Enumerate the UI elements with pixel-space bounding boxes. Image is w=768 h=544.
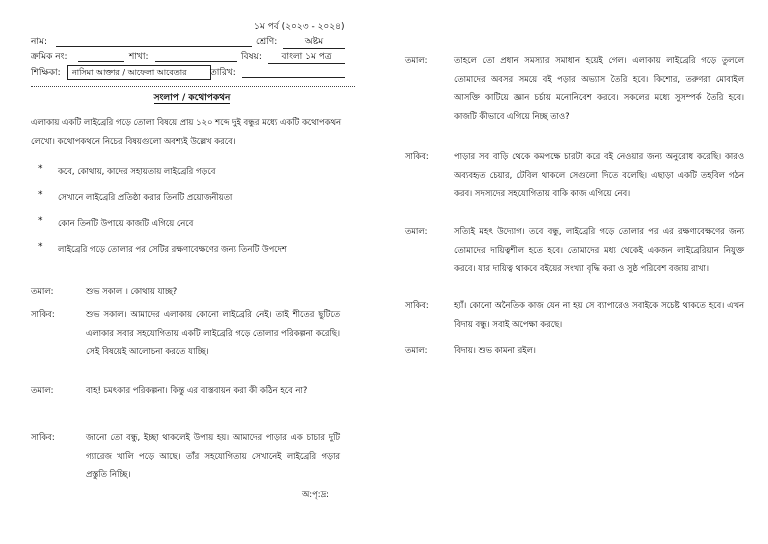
class-value: অষ্টম	[283, 36, 345, 49]
bullet-item	[38, 242, 348, 268]
speaker-label: তমাল:	[31, 286, 54, 296]
bullet-item	[38, 216, 348, 242]
class-label: শ্রেণি:	[256, 37, 278, 47]
exam-term: ১ম পর্ব (২০২৩ - ২০২৪)	[254, 22, 345, 32]
date-field[interactable]	[242, 77, 345, 78]
speaker-label: তমাল:	[31, 385, 54, 395]
bullet-item	[38, 164, 348, 190]
subject-label: বিষয়:	[241, 52, 262, 62]
subject-value: বাংলা ১ম পত্র	[268, 51, 345, 64]
teacher-value: নাসিমা আক্তার / আফেলা আবেতার	[67, 65, 211, 80]
dialogue-text: বিদায়। শুভ কামনা রইল।	[454, 345, 536, 355]
speaker-label: সাকিব:	[405, 151, 429, 161]
section-label: শাখা:	[129, 52, 149, 62]
instruction-text: এলাকায় একটি লাইব্রেরি গড়ে তোলা বিষয়ে প্রায় ১২০ শব্দে দুই বন্ধুর মধ্যে একটি কথোপকথন লেখো। কথোপকথনে নিচের বিষয়গুলো অবশ্যই উল্লেখ করবে।	[31, 117, 341, 146]
roll-field[interactable]	[78, 61, 124, 62]
name-field[interactable]	[56, 46, 252, 47]
header-divider	[31, 86, 355, 87]
teacher-label: শিক্ষিকা:	[31, 68, 61, 78]
dialogue-text: তাহলে তো প্রধান সমস্যার সমাধান হয়েই গেল। এলাকায় লাইব্রেরি গড়ে তুললে তোমাদের অবসর সময়ে বই পড়ার অভ্যাস তৈরি হবে। কিশোর, তরুণরা মোবাইল আসক্তি কাটিয়ে জ্ঞান চর্চায় মনোনিবেশ করবে। সকলের মধ্যে সুসম্পর্ক তৈরি হবে। কাজটি কীভাবে এগিয়ে নিচ্ছ তাও?	[454, 55, 744, 121]
dialogue-text: বাহ! চমৎকার পরিকল্পনা। কিন্তু এর বাস্তবায়ন করা কী কঠিন হবে না?	[86, 385, 308, 395]
dialogue-text: জানো তো বন্ধু, ইচ্ছা থাকলেই উপায় হয়। আমাদের পাড়ার এক চাচার দুটি গ্যারেজ খালি পড়ে আছে। তাঁর সহযোগিতায় সেখানেই লাইব্রেরি গড়ার প্রস্তুতি নিচ্ছি।	[86, 432, 340, 479]
section-field[interactable]	[155, 61, 237, 62]
speaker-label: তমাল:	[405, 55, 428, 65]
page-title: সংলাপ / কথোপকথন	[153, 93, 231, 103]
dialogue-text: শুভ সকাল। আমাদের এলাকায় কোনো লাইব্রেরি নেই। তাই শীতের ছুটিতে এলাকার সবার সহযোগিতায় একটি লাইব্রেরি গড়ে তোলার পরিকল্পনা করেছি। সেই বিষয়েই আলোচনা করতে যাচ্ছি।	[86, 309, 340, 356]
dialogue-text: হ্যাঁ। কোনো অনৈতিক কাজ যেন না হয় সে ব্যাপারেও সবাইকে সচেষ্ট থাকতে হবে। এখন বিদায় বন্ধু। সবাই অপেক্ষা করছে।	[454, 300, 744, 329]
bullet-item	[38, 190, 348, 216]
bullet-star-icon: *	[38, 164, 43, 174]
speaker-label: সাকিব:	[31, 309, 55, 319]
date-label: তারিখ:	[210, 68, 236, 78]
bullet-text: কবে, কোথায়, কাদের সহায়তায় লাইব্রেরি গড়বে	[58, 166, 216, 176]
speaker-label: সাকিব:	[405, 300, 429, 310]
bullet-text: সেখানে লাইব্রেরি প্রতিষ্ঠা করার তিনটি প্রয়োজনীয়তা	[58, 192, 233, 202]
bullet-text: লাইব্রেরি গড়ে তোলার পর সেটির রক্ষণাবেক্ষণের জন্য তিনটি উপদেশ	[58, 244, 287, 254]
bullet-star-icon: *	[38, 216, 43, 226]
speaker-label: সাকিব:	[31, 432, 55, 442]
roll-label: ক্রমিক নং:	[31, 52, 68, 62]
bullet-text: কোন তিনটি উপায়ে কাজটি এগিয়ে নেবে	[58, 218, 194, 228]
speaker-label: তমাল:	[405, 226, 428, 236]
speaker-label: তমাল:	[405, 345, 428, 355]
dialogue-text: শুভ সকাল । কোথায় যাচ্ছ?	[86, 286, 178, 296]
bullet-star-icon: *	[38, 242, 43, 252]
dialogue-text: সত্যিই মহৎ উদ্যোগ। তবে বন্ধু, লাইব্রেরি গড়ে তোলার পর এর রক্ষণাবেক্ষণের জন্য তোমাদের দায়িত্বশীল হতে হবে। তোমাদের মধ্য থেকেই একজন লাইব্রেরিয়ান নিযুক্ত করবে। যার দায়িত্ব থাকবে বইয়ের সংখ্যা বৃদ্ধি করা ও সুষ্ঠ পরিবেশ বজায় রাখা।	[454, 226, 744, 273]
dialogue-text: পাড়ার সব বাড়ি থেকে কমপক্ষে চারটা করে বই নেওয়ার জন্য অনুরোধ করেছি। কারও অব্যবহৃত চেয়ার, টেবিল থাকলে সেগুলো দিতে বলেছি। এছাড়া একটি তহবিল গঠন করব। সদস্যদের সহযোগিতায় বাকি কাজ এগিয়ে নেব।	[454, 151, 744, 198]
page-turn-note: অ:পৃ:দ্র:	[302, 489, 329, 499]
name-label: নাম:	[31, 37, 48, 47]
bullet-star-icon: *	[38, 190, 43, 200]
bullet-list	[38, 164, 348, 268]
